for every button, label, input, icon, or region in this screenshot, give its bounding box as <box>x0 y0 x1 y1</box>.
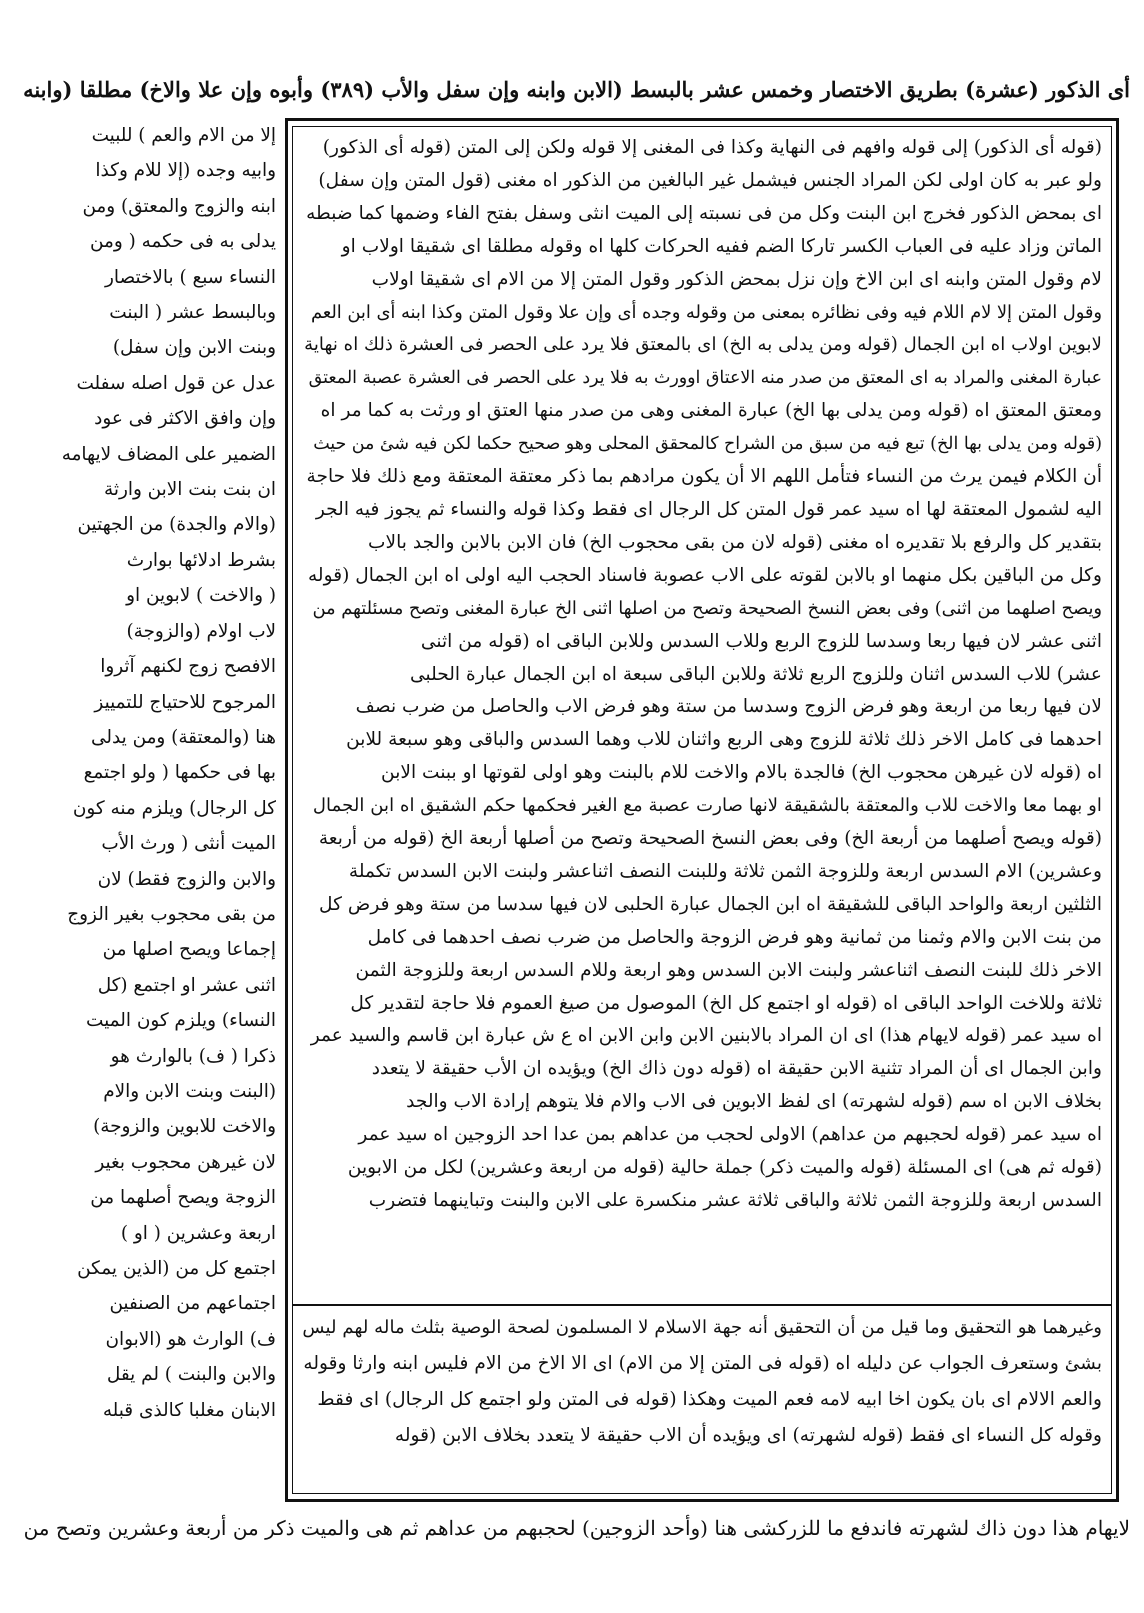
commentary-line: أن الكلام فيمن يرث من النساء فتأمل اللهم الا أن يكون مرادهم بما ذكر معتقة المعتقة ومع ذلك فلا حاجة <box>306 466 1102 488</box>
commentary-block <box>302 132 1102 1304</box>
commentary-line: ويصح اصلهما من اثنى) وفى بعض النسخ الصحيحة وتصح من اصلها اثنى الخ عبارة المغنى وتصح مسئلتهم من <box>312 597 1102 619</box>
main-text-line: الميت أنثى ( ورث الأب <box>101 833 276 855</box>
commentary-line: الماتن وزاد عليه فى العباب الكسر تاركا الضم ففيه الحركات كلها اه وقوله مطلقا اى شقيقا اولاب او <box>341 235 1102 257</box>
commentary-line: وكل من الباقين بكل منهما او بالابن لقوته على الاب عصوبة فاسناد الحجب اليه اولى اه ابن الجمال (قوله <box>307 564 1102 586</box>
commentary-line: عبارة المغنى والمراد به اى المعتق من صدر منه الاعتاق اوورث به فلا يرد على الحصر فى العشرة عصبة المعتق <box>308 368 1102 389</box>
commentary-line: الاخر ذلك للبنت النصف اثناعشر ولبنت الابن السدس وهو اربعة وللام السدس اربعة وللزوجة الثمن <box>355 959 1102 981</box>
main-text-line: والابن والبنت ) لم يقل <box>106 1364 276 1386</box>
main-text-line: لاب اولام (والزوجة) <box>126 620 276 642</box>
main-text-line: ( والاخت ) لابوين او <box>126 585 276 607</box>
main-text-line: (البنت وبنت الابن والام <box>103 1080 276 1102</box>
main-text-line: اجتمع كل من (الذين يمكن <box>77 1258 276 1279</box>
main-text-line: والاخت للابوين والزوجة) <box>93 1116 276 1138</box>
main-text-line: النساء) ويلزم كون الميت <box>86 1010 276 1032</box>
main-text-line: ان بنت بنت الابن وارثة <box>103 479 276 501</box>
main-text-line: المرجوح للاحتياج للتمييز <box>94 691 276 713</box>
lower-commentary-block <box>302 1310 1102 1490</box>
main-text-line: الافصح زوج لكنهم آثروا <box>100 656 276 678</box>
commentary-line: اليه لشمول المعتقة لها اه سيد عمر قول المتن كل الرجال اى فقط وكذا قوله والنساء ثم يجوز فيه الجر <box>315 498 1102 520</box>
page-footer-line: لايهام هذا دون ذاك لشهرته فاندفع ما للزركشى هنا (وأحد الزوجين) لحجبهم من عداهم ثم هى والميت ذكر من أربعة وعشرين وتصح من <box>23 1516 1130 1540</box>
commentary-line: عشر) للاب السدس اثنان وللزوج الربع ثلاثة وللابن الباقى سبعة اه ابن الجمال عبارة الحلبى <box>409 663 1102 685</box>
commentary-line: من بنت الابن والام وثمنا من ثمانية وهو فرض الزوجة والحاصل من ضرب نصف احدهما فى كامل <box>367 926 1102 948</box>
main-text-line: من بقى محجوب بغير الزوج <box>67 903 276 925</box>
lower-commentary-line: والعم الالام اى بان يكون اخا ابيه لامه فعم الميت وهكذا (قوله فى المتن ولو اجتمع كل الرجال) اى فقط <box>317 1389 1102 1410</box>
commentary-line: احدهما فى كامل الاخر ذلك ثلاثة للزوج وهى الربع واثنان للاب وهما السدس والباقى وهو سبعة للابن <box>346 729 1102 751</box>
page-header-line: أى الذكور (عشرة) بطريق الاختصار وخمس عشر بالبسط (الابن وابنه وإن سفل والأب (٣٨٩) وأبوه وإن علا والاخ) مطلقا (وابنه <box>23 77 1130 102</box>
commentary-line: وعشرين) الام السدس اربعة وللزوجة الثمن ثلاثة وللبنت النصف اثناعشر ولبنت الابن السدس تكملة <box>348 860 1102 882</box>
commentary-line: (قوله ويصح أصلهما من أربعة الخ) وفى بعض النسخ الصحيحة وتصح من أصلها أربعة الخ (قوله من أربعة <box>318 828 1102 850</box>
main-text-line: عدل عن قول اصله سفلت <box>76 372 276 394</box>
commentary-line: ومعتق المعتق اه (قوله ومن يدلى بها الخ) عبارة المغنى وهى من صدر منها العتق او ورثت به كما مر اه <box>320 400 1102 422</box>
commentary-line: ولو عبر به كان اولى لكن المراد الجنس فيشمل غير البالغين من الذكور اه مغنى (قول المتن وإن سفل) <box>318 169 1102 191</box>
main-text-line: يدلى به فى حكمه ( ومن <box>90 231 276 253</box>
main-text-line: ذكرا ( ف) بالوارث هو <box>110 1045 276 1067</box>
main-text-line: وبنت الابن وإن سفل) <box>112 337 276 359</box>
main-text-line: ف) الوارث هو (الابوان <box>105 1328 276 1350</box>
lower-commentary-line: وغيرهما هو التحقيق وما قيل من أن التحقيق أنه جهة الاسلام لا المسلمون لصحة الوصية بثلث ماله لهم ليس <box>302 1317 1102 1338</box>
main-text-line: وابيه وجده (إلا للام وكذا <box>95 160 276 182</box>
main-text-line: النساء سبع ) بالاختصار <box>105 266 276 288</box>
lower-commentary-line: بشئ وستعرف الجواب عن دليله اه (قوله فى المتن إلا من الام) اى الا الاخ من الام فليس ابنه وارثا وقوله <box>303 1353 1102 1374</box>
commentary-line: اه سيد عمر (قوله لحجبهم من عداهم) الاولى لحجب من عداهم بمن عدا احد الزوجين اه سيد عمر <box>358 1124 1102 1146</box>
main-text-column <box>14 118 276 1502</box>
commentary-line: (قوله ثم هى) اى المسئلة (قوله والميت ذكر) جملة حالية (قوله من اربعة وعشرين) لكل من الابوين <box>347 1157 1102 1179</box>
commentary-line: السدس اربعة وللزوجة الثمن ثلاثة والباقى ثلاثة عشر منكسرة على الابن والبنت وتباينهما فتضرب <box>368 1190 1102 1211</box>
main-text-line: وبالبسط عشر ( البنت <box>109 302 276 324</box>
commentary-line: بتقدير كل والرفع بلا تقديره اه مغنى (قوله لان من بقى محجوب الخ) فان الابن بالابن والجد بالاب <box>368 531 1102 553</box>
commentary-line: اثنى عشر لان فيها ربعا وسدسا للزوج الربع وللاب السدس وللابن الباقى اه (قوله من اثنى <box>420 630 1102 652</box>
commentary-line: (قوله ومن يدلى بها الخ) تبع فيه من سبق من الشراح كالمحقق المحلى وهو صحيح حكما لكن فيه شئ من حيث <box>313 434 1102 455</box>
commentary-line: (قوله أى الذكور) إلى قوله وافهم فى النهاية وكذا فى المغنى إلا قوله ولكن إلى المتن (قوله أى الذكور) <box>322 137 1102 158</box>
commentary-line: بخلاف الابن اه سم (قوله لشهرته) اى لفظ الابوين فى الاب والام فلا يتوهم إرادة الاب والجد <box>406 1091 1102 1113</box>
commentary-line: ثلاثة وللاخت الواحد الباقى اه (قوله او اجتمع كل الخ) الموصول من صيغ العموم فلا حاجة لتقدير كل <box>350 992 1102 1014</box>
main-text-line: هنا (والمعتقة) ومن يدلى <box>91 726 276 748</box>
commentary-line: لان فيها ربعا من اربعة وهو فرض الزوج وسدسا من ستة وهو فرض الاب والحاصل من ضرب نصف <box>355 696 1102 718</box>
commentary-line: اى بمحض الذكور فخرج ابن البنت وكل من فى نسبته إلى الميت انثى وسفل بفتح الفاء وضمها كما ضبطه <box>306 202 1102 224</box>
commentary-line: اه (قوله لان غيرهن محجوب الخ) فالجدة بالام والاخت للام بالبنت وهو اولى لقوتها او ببنت الابن <box>381 762 1102 784</box>
main-text-line: اجتماعهم من الصنفين <box>109 1293 276 1315</box>
lower-commentary-line: وقوله كل النساء اى فقط (قوله لشهرته) اى ويؤيده أن الاب حقيقة لا يتعدد بخلاف الابن (قوله <box>394 1425 1102 1446</box>
main-text-line: (والام والجدة) من الجهتين <box>77 514 276 536</box>
main-text-line: بشرط ادلائها بوارث <box>126 549 276 571</box>
main-text-line: وإن وافق الاكثر فى عود <box>94 408 276 430</box>
commentary-line: او بهما معا والاخت للاب والمعتقة بالشقيقة لانها صارت عصبة مع الغير فحكمها حكم الشقيق اه ابن الجمال <box>312 795 1102 817</box>
commentary-line: الثلثين اربعة والواحد الباقى للشقيقة اه ابن الجمال عبارة الحلبى لان فيها سدسا من ستة وهو فرض كل <box>319 893 1102 915</box>
main-text-line: والابن والزوج فقط) لان <box>97 868 276 890</box>
main-text-line: لان غيرهن محجوب بغير <box>95 1151 276 1173</box>
main-text-line: اثنى عشر او اجتمع (كل <box>97 974 276 996</box>
commentary-line: لابوين اولاب اه ابن الجمال (قوله ومن يدلى به الخ) اى بالمعتق فلا يرد على الحصر فى العشرة ذلك اه نهاية <box>304 334 1102 356</box>
commentary-line: وابن الجمال اى أن المراد تثنية الابن حقيقة اه (قوله دون ذاك الخ) ويؤيده ان الأب حقيقة لا يتعدد <box>371 1058 1102 1080</box>
main-text-line: الزوجة ويصح أصلهما من <box>90 1187 276 1209</box>
commentary-line: وقول المتن إلا لام اللام فيه وفى نظائره بمعنى من وقوله وجده أى وإن علا وقول المتن وكذا ابنه أى ابن العم <box>310 301 1102 323</box>
main-text-line: ابنه والزوج والمعتق) ومن <box>82 195 276 217</box>
commentary-line: اه سيد عمر (قوله لايهام هذا) اى ان المراد بالابنين الابن وابن الابن اه ع ش عبارة ابن قاسم والسيد عمر <box>310 1025 1102 1047</box>
main-text-line: الابنان مغلبا كالذى قبله <box>102 1399 276 1421</box>
main-text-line: إجماعا ويصح اصلها من <box>102 939 276 961</box>
commentary-divider <box>292 1304 1112 1306</box>
main-text-line: الضمير على المضاف لايهامه <box>61 443 276 465</box>
main-text-line: بها فى حكمها ( ولو اجتمع <box>83 762 276 784</box>
main-text-line: اربعة وعشرين ( او ) <box>120 1222 276 1244</box>
main-text-line: إلا من الام والعم ) للبيت <box>91 125 276 146</box>
commentary-line: لام وقول المتن وابنه اى ابن الاخ وإن نزل بمحض الذكور وقول المتن إلا من الام اى شقيقا اولاب <box>371 268 1102 290</box>
main-text-line: كل الرجال) ويلزم منه كون <box>72 797 276 819</box>
